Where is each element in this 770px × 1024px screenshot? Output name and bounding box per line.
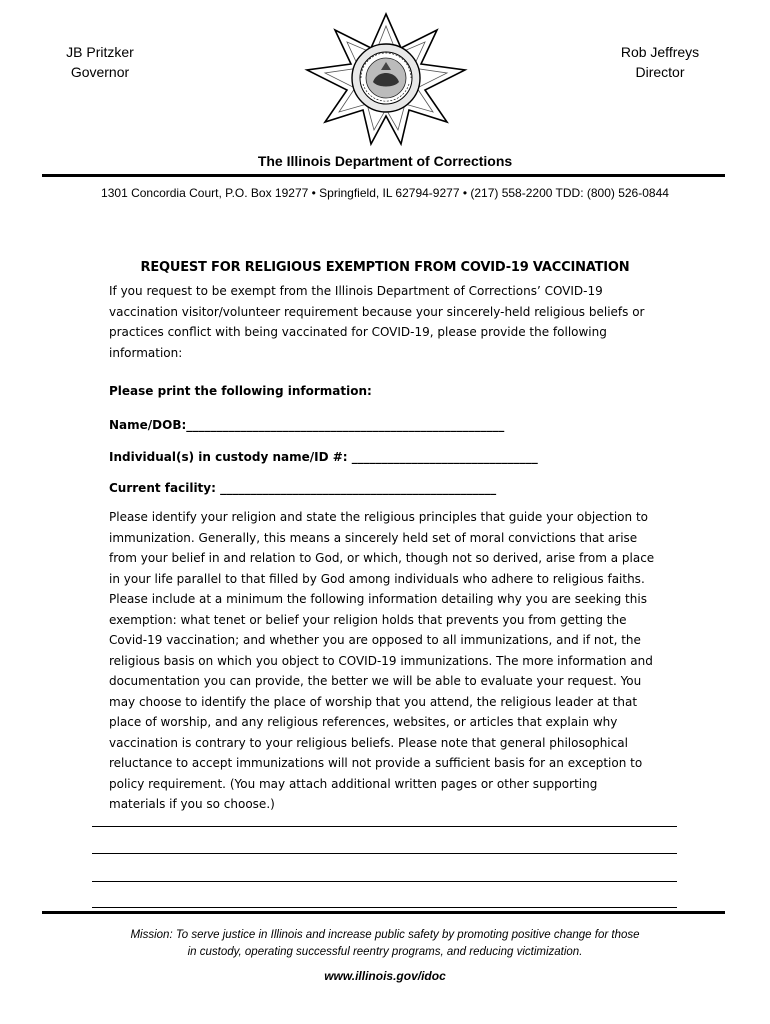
answer-line-4[interactable] <box>92 907 677 908</box>
mission-line: in custody, operating successful reentry programs, and reducing victimization. <box>187 946 583 958</box>
instruction-line: policy requirement. (You may attach additional written pages or other supporting <box>109 776 598 791</box>
director-title: Director <box>635 64 685 80</box>
name-dob-field[interactable]: Name/DOB:_____________________________________________________ <box>109 418 505 432</box>
intro-line: information: <box>109 345 183 360</box>
answer-line-1[interactable] <box>92 826 677 827</box>
instruction-line: from your belief in and relation to God, or which, though not so derived, arise from a place <box>109 551 655 565</box>
intro-line: practices conflict with being vaccinated for COVID-19, please provide the following <box>109 325 607 339</box>
instruction-line: immunization. Generally, this means a sincerely held set of moral convictions that arise <box>109 530 638 545</box>
instruction-line: documentation you can provide, the better we will be able to evaluate your request. You <box>109 674 642 688</box>
department-address: 1301 Concordia Court, P.O. Box 19277 • Springfield, IL 62794-9277 • (217) 558-2200 TDD: (800) 526-0844 <box>101 186 669 200</box>
mission-line: Mission: To serve justice in Illinois and increase public safety by promoting positive change for those <box>130 929 640 941</box>
answer-line-2[interactable] <box>92 853 677 854</box>
instruction-line: reluctance to accept immunizations will not provide a sufficient basis for an exception to <box>109 756 643 770</box>
instruction-line: exemption: what tenet or belief your religion holds that prevents you from getting the <box>109 612 627 627</box>
instruction-paragraph <box>109 507 669 815</box>
instruction-line: materials if you so choose.) <box>109 797 275 811</box>
answer-line-3[interactable] <box>92 881 677 882</box>
instruction-line: in your life parallel to that filled by God among individuals who adhere to religious faiths. <box>109 571 645 586</box>
governor-title: Governor <box>70 64 130 80</box>
governor-name: JB Pritzker <box>66 44 134 60</box>
footer-divider <box>42 911 725 914</box>
instruction-line: Please include at a minimum the following information detailing why you are seeking this <box>109 592 647 606</box>
star-badge-seal-icon <box>301 12 471 147</box>
director-name: Rob Jeffreys <box>620 44 700 60</box>
intro-paragraph <box>109 281 669 363</box>
form-title: REQUEST FOR RELIGIOUS EXEMPTION FROM COVID-19 VACCINATION <box>140 260 630 275</box>
instruction-line: Please identify your religion and state the religious principles that guide your objection to <box>109 510 648 524</box>
current-facility-field[interactable]: Current facility: ______________________________________________ <box>109 481 497 495</box>
website-link[interactable]: www.illinois.gov/idoc <box>324 969 446 983</box>
mission-statement <box>0 927 770 961</box>
intro-line: If you request to be exempt from the Illinois Department of Corrections’ COVID-19 <box>109 284 603 298</box>
header-divider <box>42 174 725 177</box>
governor-block <box>30 42 170 82</box>
instruction-line: religious basis on which you object to COVID-19 immunizations. The more information and <box>109 653 653 668</box>
print-heading: Please print the following information: <box>109 384 372 398</box>
intro-line: vaccination visitor/volunteer requirement because your sincerely-held religious beliefs or <box>109 304 645 319</box>
instruction-line: may choose to identify the place of worship that you attend, the religious leader at that <box>109 694 638 709</box>
instruction-line: place of worship, and any religious references, websites, or articles that explain why <box>109 715 618 729</box>
department-name: The Illinois Department of Corrections <box>257 153 513 169</box>
instruction-line: Covid-19 vaccination; and whether you are opposed to all immunizations, and if not, the <box>109 633 641 647</box>
custody-name-id-field[interactable]: Individual(s) in custody name/ID #: _______________________________ <box>109 450 538 464</box>
instruction-line: vaccination is contrary to your religious beliefs. Please note that general philosophical <box>109 735 628 750</box>
director-block <box>590 42 730 82</box>
